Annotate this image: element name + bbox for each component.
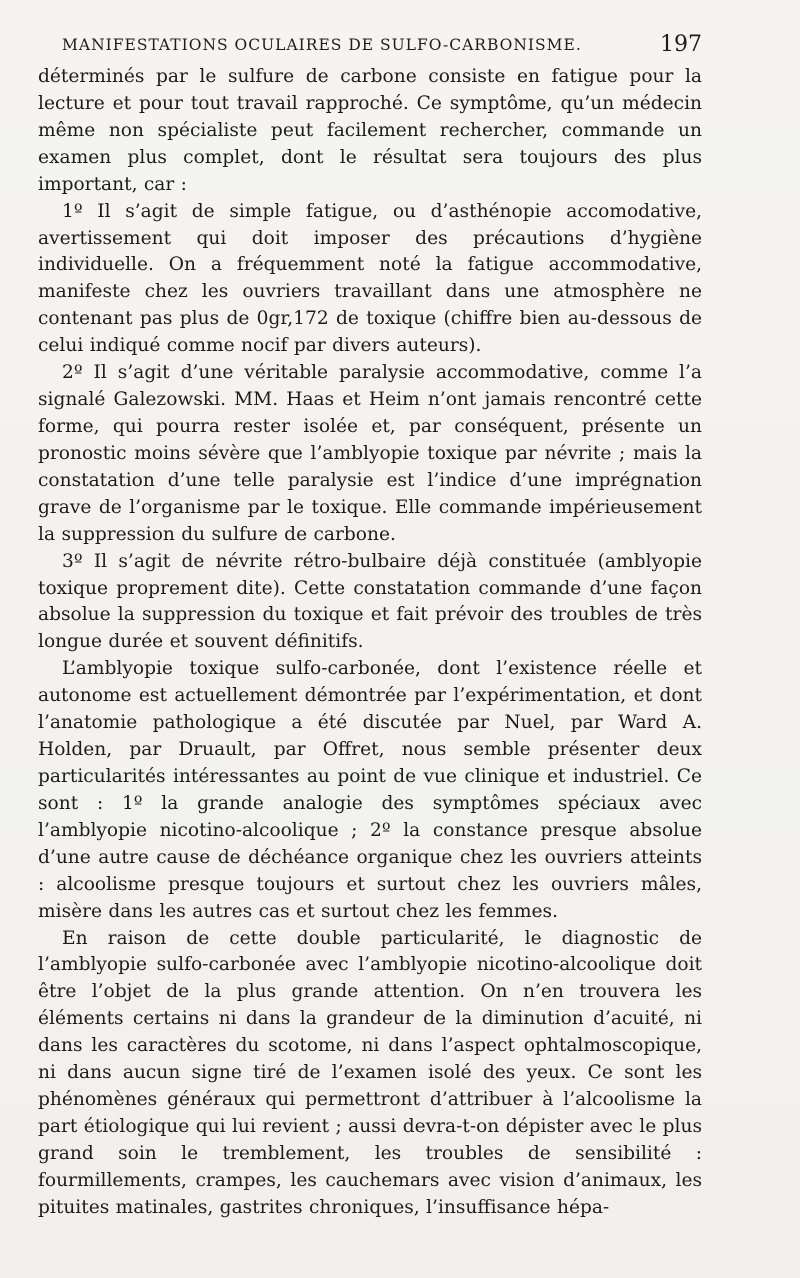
paragraph: 3º Il s’agit de névrite rétro-bulbaire déjà constituée (amblyopie toxique proprement dite). Cette constatation commande d’une façon absolue la suppression du toxique et fait prévoir des troubles de très longue durée et souvent définitifs.	[38, 550, 702, 653]
paragraph: 2º Il s’agit d’une véritable paralysie accommodative, comme l’a signalé Galezowski. MM. Haas et Heim n’ont jamais rencontré cette forme, qui pourra rester isolée et, par conséquent, présente un pronostic moins sévère que l’amblyopie toxique par névrite ; mais la constatation d’une telle paralysie est l’indice d’une imprégnation grave de l’organisme par le toxique. Elle commande impérieusement la suppression du sulfure de carbone.	[38, 362, 702, 545]
running-title: MANIFESTATIONS OCULAIRES DE SULFO-CARBONISME.	[62, 36, 582, 54]
paragraph: En raison de cette double particularité, le diagnostic de l’amblyopie sulfo-carbonée avec l’amblyopie nicotino-alcoolique doit être l’objet de la plus grande attention. On n’en trouvera les éléments certains ni dans la grandeur de la diminution d’acuité, ni dans les caractères du scotome, ni dans l’aspect ophtalmoscopique, ni dans aucun signe tiré de l’examen isolé des yeux. Ce sont les phénomènes généraux qui permettront d’attribuer à l’alcoolisme la part étiologique qui lui revient ; aussi devra-t-on dépister avec le plus grand soin le tremblement, les troubles de sensibilité : fourmillements, crampes, les cauchemars avec vision d’animaux, les pituites matinales, gastrites chroniques, l’insuffisance hépa-	[38, 927, 702, 1218]
page-number: 197	[660, 32, 702, 57]
running-head	[62, 34, 702, 60]
paragraph: 1º Il s’agit de simple fatigue, ou d’asthénopie accomodative, avertissement qui doit imposer des précautions d’hygiène individuelle. On a fréquemment noté la fatigue accommodative, manifeste chez les ouvriers travaillant dans une atmosphère ne contenant pas plus de 0gr,172 de toxique (chiffre bien au-dessous de celui indiqué comme nocif par divers auteurs).	[38, 200, 702, 357]
paragraph: L’amblyopie toxique sulfo-carbonée, dont l’existence réelle et autonome est actuellement démontrée par l’expérimentation, et dont l’anatomie pathologique a été discutée par Nuel, par Ward A. Holden, par Druault, par Offret, nous semble présenter deux particularités intéressantes au point de vue clinique et industriel. Ce sont : 1º la grande analogie des symptômes spéciaux avec l’amblyopie nicotino-alcoolique ; 2º la constance presque absolue d’une autre cause de déchéance organique chez les ouvriers atteints : alcoolisme presque toujours et surtout chez les ouvriers mâles, misère dans les autres cas et surtout chez les femmes.	[38, 658, 702, 922]
body-text	[38, 64, 702, 1222]
paragraph: déterminés par le sulfure de carbone consiste en fatigue pour la lecture et pour tout travail rapproché. Ce symptôme, qu’un médecin même non spécialiste peut facilement rechercher, commande un examen plus complet, dont le résultat sera toujours des plus important, car :	[38, 66, 702, 195]
